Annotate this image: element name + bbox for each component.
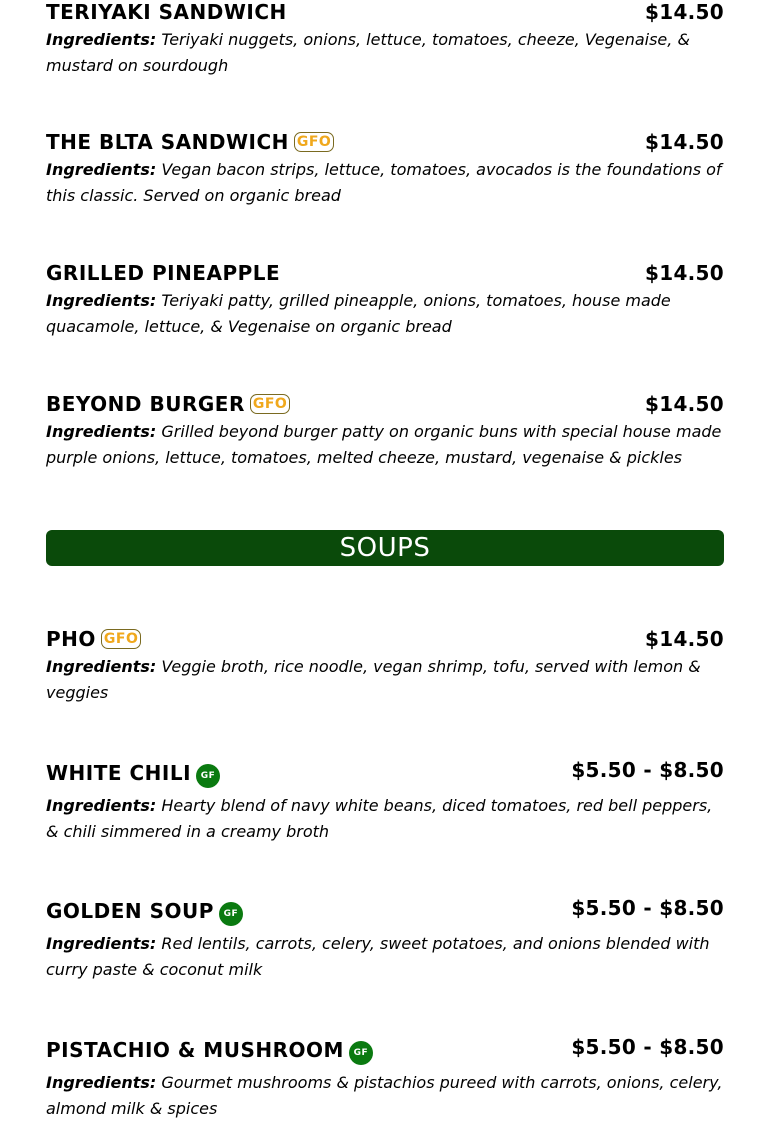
item-name	[46, 392, 290, 416]
gf-badge: GF	[349, 1041, 373, 1065]
item-name-text: PHO	[46, 627, 96, 651]
ingredients-text: Hearty blend of navy white beans, diced tomatoes, red bell peppers, & chili simmered in a creamy broth	[46, 796, 713, 841]
ingredients-text: Veggie broth, rice noodle, vegan shrimp, tofu, served with lemon & veggies	[46, 657, 701, 702]
item-name-text: THE BLTA SANDWICH	[46, 130, 289, 154]
item-name	[46, 899, 243, 926]
section-header-soups: SOUPS	[46, 530, 724, 566]
gfo-badge: GFO	[101, 629, 141, 649]
item-name	[46, 761, 220, 788]
ingredients-text: Gourmet mushrooms & pistachios pureed with carrots, onions, celery, almond milk & spices	[46, 1073, 723, 1118]
ingredients-text: Vegan bacon strips, lettuce, tomatoes, avocados is the foundations of this classic. Served on organic bread	[46, 160, 722, 205]
item-name	[46, 1038, 373, 1065]
item-name-text: BEYOND BURGER	[46, 392, 245, 416]
item-price: $14.50	[645, 261, 724, 285]
item-name	[46, 627, 141, 651]
item-price: $5.50 - $8.50	[571, 1035, 724, 1059]
item-ingredients	[46, 1070, 726, 1122]
item-ingredients	[46, 793, 726, 845]
ingredients-text: Teriyaki nuggets, onions, lettuce, tomatoes, cheeze, Vegenaise, & mustard on sourdough	[46, 30, 690, 75]
item-price: $5.50 - $8.50	[571, 758, 724, 782]
item-price: $14.50	[645, 627, 724, 651]
ingredients-label: Ingredients:	[46, 934, 157, 953]
ingredients-label: Ingredients:	[46, 1073, 157, 1092]
item-ingredients	[46, 27, 726, 79]
item-name: TERIYAKI SANDWICH	[46, 0, 287, 24]
ingredients-label: Ingredients:	[46, 30, 157, 49]
item-name: GRILLED PINEAPPLE	[46, 261, 281, 285]
item-ingredients	[46, 419, 726, 471]
ingredients-text: Teriyaki patty, grilled pineapple, onions, tomatoes, house made quacamole, lettuce, & Vegenaise on organic bread	[46, 291, 671, 336]
ingredients-label: Ingredients:	[46, 796, 157, 815]
gf-badge: GF	[219, 902, 243, 926]
item-name-text: GOLDEN SOUP	[46, 899, 214, 923]
ingredients-text: Grilled beyond burger patty on organic buns with special house made purple onions, lettuce, tomatoes, melted cheeze, mustard, vegenaise & pickles	[46, 422, 722, 467]
item-name-text: PISTACHIO & MUSHROOM	[46, 1038, 344, 1062]
item-price: $5.50 - $8.50	[571, 896, 724, 920]
item-ingredients	[46, 931, 726, 983]
ingredients-label: Ingredients:	[46, 422, 157, 441]
item-price: $14.50	[645, 130, 724, 154]
item-price: $14.50	[645, 392, 724, 416]
ingredients-label: Ingredients:	[46, 291, 157, 310]
ingredients-text: Red lentils, carrots, celery, sweet potatoes, and onions blended with curry paste & coconut milk	[46, 934, 710, 979]
item-ingredients	[46, 288, 726, 340]
gfo-badge: GFO	[250, 394, 290, 414]
ingredients-label: Ingredients:	[46, 657, 157, 676]
item-name-text: WHITE CHILI	[46, 761, 192, 785]
gfo-badge: GFO	[294, 132, 334, 152]
item-name	[46, 130, 334, 154]
item-ingredients	[46, 157, 726, 209]
ingredients-label: Ingredients:	[46, 160, 157, 179]
gf-badge: GF	[196, 764, 220, 788]
item-price: $14.50	[645, 0, 724, 24]
item-ingredients	[46, 654, 726, 706]
